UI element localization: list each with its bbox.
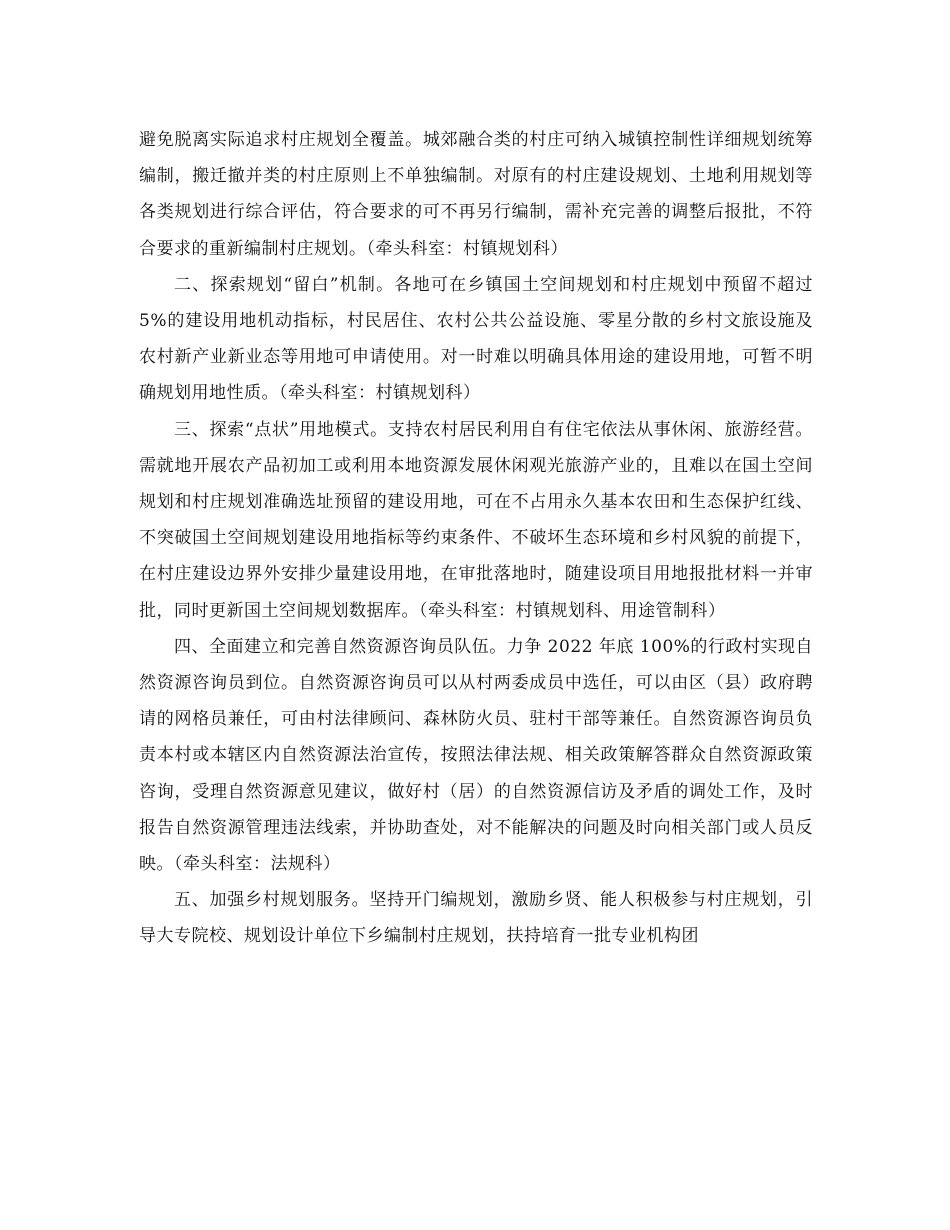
paragraph-section-2: 二、探索规划“留白”机制。各地可在乡镇国土空间规划和村庄规划中预留不超过 5%的建设用地机动指标，村民居住、农村公共公益设施、零星分散的乡村文旅设施及农村新产业新业态等用地可申请使用。对一时难以明确具体用途的建设用地，可暂不明确规划用地性质。（牵头科室：村镇规划科） — [139, 274, 813, 404]
paragraph-continuation: 避免脱离实际追求村庄规划全覆盖。城郊融合类的村庄可纳入城镇控制性详细规划统筹编制，搬迁撤并类的村庄原则上不单独编制。对原有的村庄建设规划、土地利用规划等各类规划进行综合评估，符合要求的可不再另行编制，需补充完善的调整后报批，不符合要求的重新编制村庄规划。（牵头科室：村镇规划科） — [139, 130, 813, 259]
document-body — [139, 122, 813, 955]
paragraph-section-3: 三、探索“点状”用地模式。支持农村居民利用自有住宅依法从事休闲、旅游经营。需就地开展农产品初加工或利用本地资源发展休闲观光旅游产业的，且难以在国土空间规划和村庄规划准确选址预留的建设用地，可在不占用永久基本农田和生态保护红线、不突破国土空间规划建设用地指标等约束条件、不破坏生态环境和乡村风貌的前提下，在村庄建设边界外安排少量建设用地，在审批落地时，随建设项目用地报批材料一并审批，同时更新国土空间规划数据库。（牵头科室：村镇规划科、用途管制科） — [139, 419, 813, 621]
paragraph-section-4: 四、全面建立和完善自然资源咨询员队伍。力争 2022 年底 100%的行政村实现自然资源咨询员到位。自然资源咨询员可以从村两委成员中选任，可以由区（县）政府聘请的网格员兼任，可由村法律顾问、森林防火员、驻村干部等兼任。自然资源咨询员负责本村或本辖区内自然资源法治宣传，按照法律法规、相关政策解答群众自然资源政策咨询，受理自然资源意见建议，做好村（居）的自然资源信访及矛盾的调处工作，及时报告自然资源管理违法线索，并协助查处，对不能解决的问题及时向相关部门或人员反映。（牵头科室：法规科） — [139, 636, 813, 875]
paragraph-section-5: 五、加强乡村规划服务。坚持开门编规划，激励乡贤、能人积极参与村庄规划，引导大专院校、规划设计单位下乡编制村庄规划，扶持培育一批专业机构团 — [139, 890, 813, 947]
